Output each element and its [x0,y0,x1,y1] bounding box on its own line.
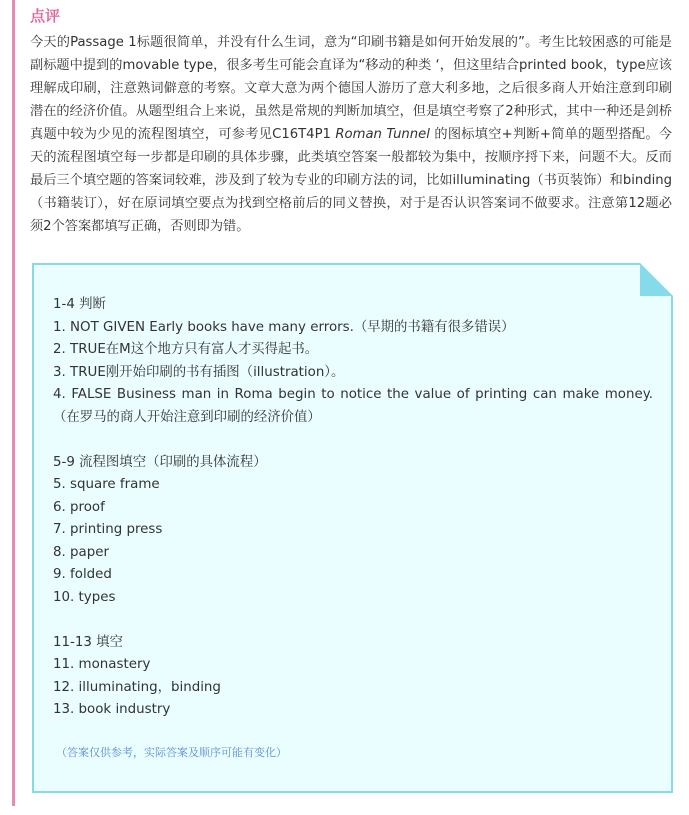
answer-item: 11. monastery [53,657,151,672]
answer-item: 1. NOT GIVEN Early books have many errors.（早期的书籍有很多错误） [53,319,515,335]
comment-paragraph [30,31,672,238]
accent-bar [12,0,15,806]
answer-item: 2. TRUE在M这个地方只有富人才买得起书。 [53,342,319,357]
answer-item: 12. illuminating，binding [53,679,221,695]
answer-item: 13. book industry [53,702,171,717]
folded-corner-icon [640,263,673,296]
answer-item: 10. types [53,589,116,605]
answer-item: 3. TRUE刚开始印刷的书有插图（illustration）。 [53,364,345,380]
answer-item: 8. paper [53,544,109,560]
comment-text-part2: 的图标填空+判断+简单的题型搭配。今天的流程图填空每一步都是印刷的具体步骤，此类填空答案一般都较为集中，按顺序捋下来，问题不大。反而最后三个填空题的答案词较难，涉及到了较为专业的印刷方法的词，比如illuminating（书页装饰）和binding（书籍装订），好在原词填空要点为找到空格前后的同义替换，对于是否认识答案词不做要求。注意第12题必须2个答案都填写正确，否则即为错。 [30,127,672,234]
answer-note-box [32,263,673,793]
group-heading-5-9: 5-9 流程图填空（印刷的具体流程） [53,454,267,470]
group-heading-1-4: 1-4 判断 [53,297,106,312]
section-title: 点评 [30,7,61,25]
group-heading-11-13: 11-13 填空 [53,634,123,650]
disclaimer-note: （答案仅供参考，实际答案及顺序可能有变化） [56,746,287,759]
answer-item: 7. printing press [53,522,163,537]
answer-item: 5. square frame [53,477,160,492]
answer-item: 9. folded [53,567,112,582]
comment-text-part1: 今天的Passage 1标题很简单，并没有什么生词，意为“印刷书籍是如何开始发展的”。考生比较困惑的可能是副标题中提到的movable type，很多考生可能会直译为“移动的种类 ‘，但这里结合printed book，type应该理解成印刷，注意熟词僻意的考察。文章大意为两个德国人游历了意大利多地，之后很多商人开始注意到印刷潜在的经济价值。从题型组合上来说，虽然是常规的判断加填空，但是填空考察了2种形式，其中一种还是剑桥真题中较为少见的流程图填空，可参考见C16T4P1 [30,35,672,142]
answer-list [53,294,653,722]
spacer [53,609,653,632]
spacer [53,429,653,452]
answer-item: 6. proof [53,499,105,515]
comment-italic-title: Roman Tunnel [335,127,430,142]
answer-item: 4. FALSE Business man in Roma begin to notice the value of printing can make money.（在罗马的商人开始注意到印刷的经济价值） [53,387,653,425]
